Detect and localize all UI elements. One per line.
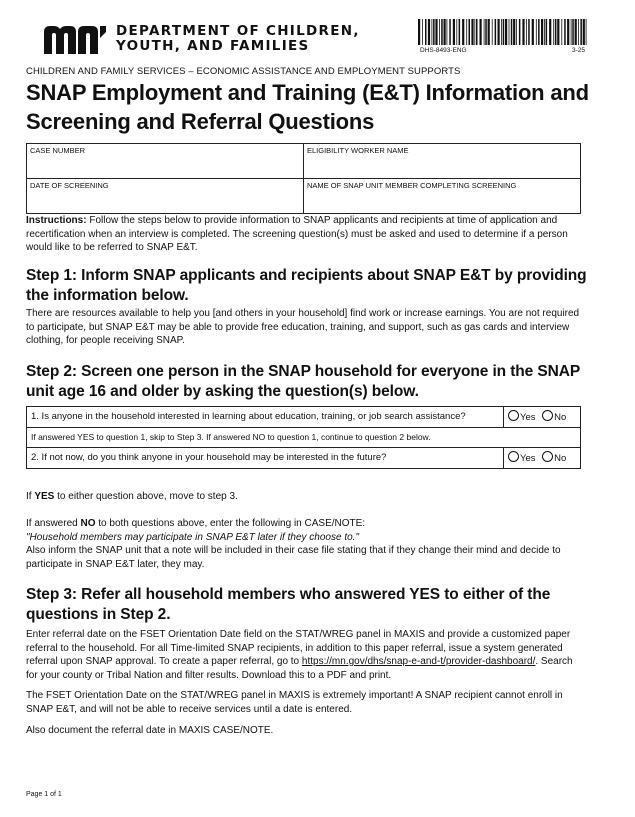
member-name-label: NAME OF SNAP UNIT MEMBER COMPLETING SCREENING bbox=[307, 181, 517, 190]
step3-body-post: . Search for your county or Tribal Nation and filter results. Download this to a PDF and print. bbox=[26, 656, 573, 681]
if-yes-post: to either question above, move to step 3. bbox=[54, 491, 238, 502]
question-1-text: 1. Is anyone in the household interested in learning about education, training, or job search assistance? bbox=[27, 407, 504, 428]
case-note-text: "Household members may participate in SNAP E&T later if they choose to." bbox=[26, 531, 359, 543]
if-yes-bold: YES bbox=[34, 491, 55, 502]
eligibility-worker-label: ELIGIBILITY WORKER NAME bbox=[307, 146, 409, 155]
department-name bbox=[116, 24, 360, 54]
page-title: SNAP Employment and Training (E&T) Information and Screening and Referral Questions bbox=[26, 80, 589, 134]
question-1-yes-label: Yes bbox=[520, 412, 536, 423]
instructions-label: Instructions: bbox=[26, 215, 87, 226]
case-number-field[interactable] bbox=[27, 144, 304, 179]
instructions-paragraph bbox=[26, 214, 584, 255]
if-no-bold: NO bbox=[80, 518, 96, 529]
question-1-row bbox=[27, 407, 581, 428]
question-1-no-radio[interactable] bbox=[542, 410, 553, 421]
eligibility-worker-field[interactable] bbox=[304, 144, 581, 179]
step3-document: Also document the referral date in MAXIS CASE/NOTE. bbox=[26, 725, 274, 736]
question-1-options bbox=[504, 407, 581, 428]
question-2-yes-label: Yes bbox=[520, 453, 536, 464]
case-number-label: CASE NUMBER bbox=[30, 146, 86, 155]
question-2-row bbox=[27, 448, 581, 469]
step3-important: The FSET Orientation Date on the STAT/WREG panel in MAXIS is extremely important! A SNAP recipient cannot enroll in SNAP E&T, and will not be able to receive services until a date is entered. bbox=[26, 690, 563, 715]
step1-heading: Step 1: Inform SNAP applicants and recipients about SNAP E&T by providing the information below. bbox=[26, 267, 587, 304]
screening-questions-table bbox=[26, 406, 581, 469]
date-of-screening-label: DATE OF SCREENING bbox=[30, 181, 109, 190]
if-yes-pre: If bbox=[26, 491, 35, 502]
member-name-field[interactable] bbox=[304, 179, 581, 214]
department-line-1: DEPARTMENT OF CHILDREN, bbox=[116, 23, 360, 39]
question-2-text: 2. If not now, do you think anyone in your household may be interested in the future? bbox=[27, 448, 504, 469]
revision-date: 3-25 bbox=[572, 47, 586, 54]
if-yes-instruction bbox=[26, 490, 584, 504]
inform-text: Also inform the SNAP unit that a note will be included in their case file stating that if they change their mind and decide to participate in SNAP E&T later, they may. bbox=[26, 545, 561, 570]
question-1-yes-radio[interactable] bbox=[508, 410, 519, 421]
if-no-pre: If answered bbox=[26, 518, 81, 529]
date-of-screening-field[interactable] bbox=[27, 179, 304, 214]
provider-dashboard-link[interactable]: https://mn.gov/dhs/snap-e-and-t/provider-dashboard/ bbox=[301, 656, 536, 667]
question-1-no-label: No bbox=[554, 412, 567, 423]
case-info-table bbox=[26, 143, 581, 214]
skip-note: If answered YES to question 1, skip to Step 3. If answered NO to question 1, continue to question 2 below. bbox=[27, 428, 581, 448]
step1-body: There are resources available to help you [and others in your household] find work or increase earnings. You are not required to participate, but SNAP E&T may be able to provide free education, training, and support, such as gas cards and interview clothing, for people receiving SNAP. bbox=[26, 308, 580, 346]
step3-body bbox=[26, 628, 584, 682]
division-name: CHILDREN AND FAMILY SERVICES – ECONOMIC ASSISTANCE AND EMPLOYMENT SUPPORTS bbox=[26, 66, 461, 77]
question-2-no-label: No bbox=[554, 453, 567, 464]
step3-heading: Step 3: Refer all household members who answered YES to either of the questions in Step 2. bbox=[26, 586, 551, 623]
skip-note-row bbox=[27, 428, 581, 448]
if-no-instruction bbox=[26, 517, 584, 571]
question-2-options bbox=[504, 448, 581, 469]
page-number: Page 1 of 1 bbox=[26, 791, 62, 798]
question-2-no-radio[interactable] bbox=[542, 451, 553, 462]
mn-state-logo-icon bbox=[44, 24, 106, 54]
step3-body-pre: Enter referral date on the FSET Orientation Date field on the STAT/WREG panel in MAXIS and provide a customized paper referral to the household. For all Time-limited SNAP recipients, in addition to this paper referral, issue a system generated referral upon SNAP approval. To create a paper referral, go to bbox=[26, 629, 571, 667]
instructions-text: Follow the steps below to provide information to SNAP applicants and recipients at time of application and recertification when an interview is completed. The screening question(s) must be asked and used to determine if a person would like to be referred to SNAP E&T. bbox=[26, 215, 568, 253]
step2-heading: Step 2: Screen one person in the SNAP household for everyone in the SNAP unit age 16 and older by asking the question(s) below. bbox=[26, 363, 580, 400]
barcode-icon bbox=[418, 19, 588, 45]
department-line-2: YOUTH, AND FAMILIES bbox=[116, 38, 310, 54]
form-id: DHS-8493-ENG bbox=[420, 47, 467, 54]
if-no-post: to both questions above, enter the following in CASE/NOTE: bbox=[95, 518, 366, 529]
question-2-yes-radio[interactable] bbox=[508, 451, 519, 462]
